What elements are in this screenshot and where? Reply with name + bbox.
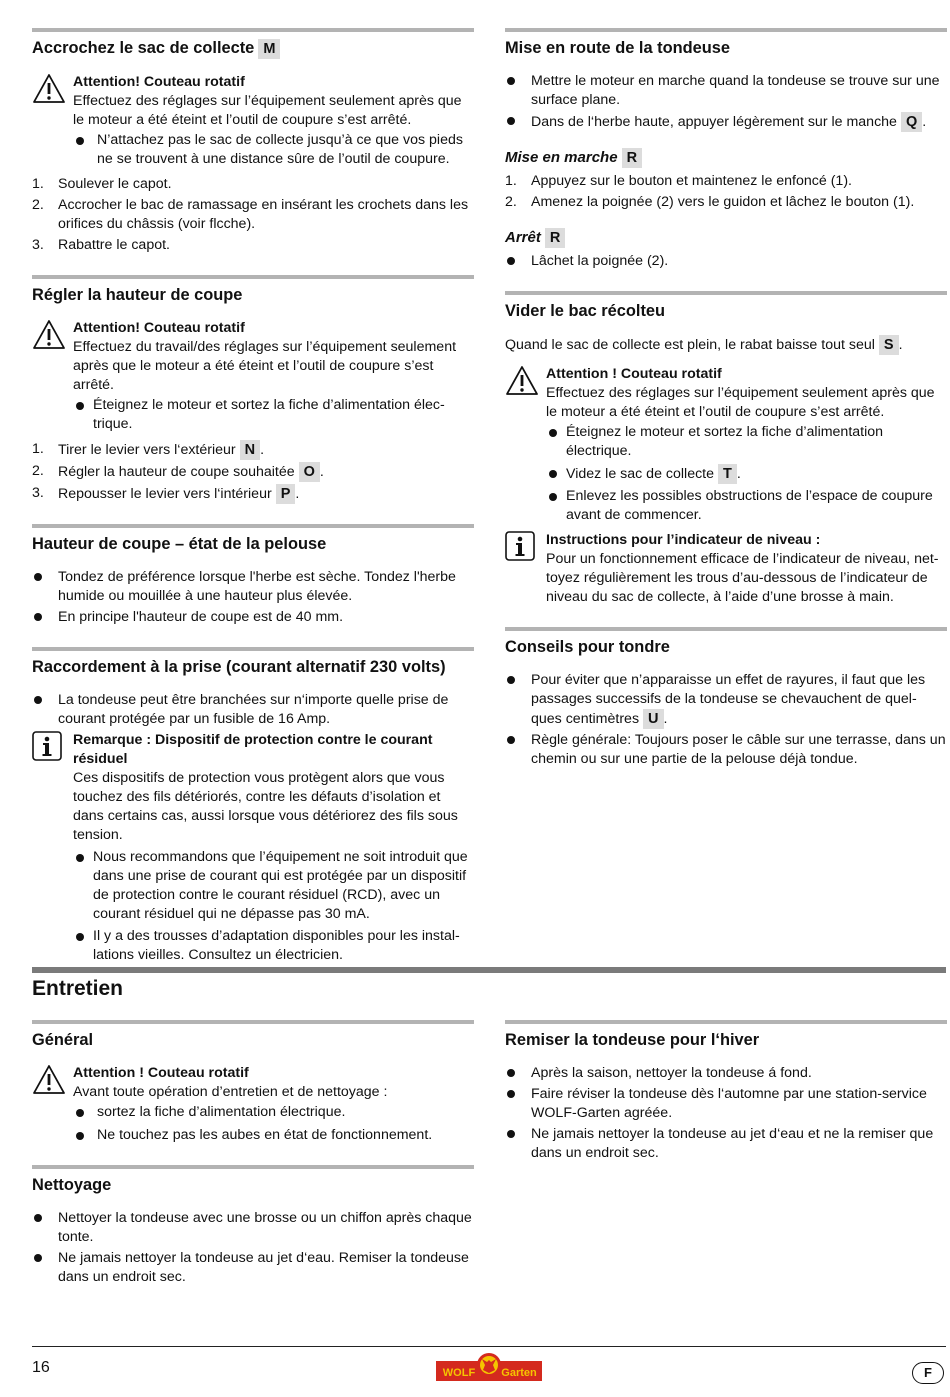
info-box	[505, 531, 947, 607]
section-title: Remiser la tondeuse pour l‘hiver	[505, 1031, 760, 1049]
left-column-top	[32, 28, 474, 985]
bullet-item: Règle générale: Toujours poser le câble sur une terrasse, dans un chemin ou sur une partie de la pelouse déjà tondue.	[505, 731, 947, 769]
section-rule	[32, 275, 474, 279]
wolf-garten-logo	[436, 1352, 542, 1382]
section-regler-hauteur	[32, 275, 474, 504]
section-title: Accrochez le sac de collecte M	[32, 38, 474, 59]
bullet-item: En principe l'hauteur de coupe est de 40 mm.	[32, 608, 474, 627]
section-title: Mise en route de la tondeuse	[505, 39, 730, 57]
bullet-item: Après la saison, nettoyer la tondeuse á fond.	[505, 1064, 947, 1083]
page-number: 16	[32, 1359, 50, 1376]
figure-ref: N	[240, 440, 260, 460]
warning-box	[505, 365, 947, 525]
section-general	[32, 1020, 474, 1145]
figure-ref: P	[276, 484, 296, 504]
section-title: Raccordement à la prise (courant alternatif 230 volts)	[32, 658, 446, 676]
bullet-icon	[507, 77, 515, 85]
warning-title: Attention! Couteau rotatif	[73, 320, 245, 336]
intro-text: Quand le sac de collecte est plein, le rabat baisse tout seul S .	[505, 337, 903, 353]
section-rule	[505, 1020, 947, 1024]
bullet-icon	[76, 1132, 84, 1140]
language-badge: F	[912, 1362, 944, 1384]
step-item: 2. Amenez la poignée (2) vers le guidon et lâchez le bouton (1).	[505, 194, 915, 210]
warning-bullet: Videz le sac de collecte T .	[546, 464, 947, 484]
bullet-item: La tondeuse peut être branchées sur n‘importe quelle prise de courant protégée par un fusible de 16 Amp.	[32, 691, 474, 729]
right-column-bottom	[505, 1020, 947, 1183]
step-item: 2. Accrocher le bac de ramassage en insérant les crochets dans les orifices du châssis (voir flcche).	[32, 197, 469, 232]
figure-ref: O	[299, 462, 320, 482]
bullet-icon	[507, 1130, 515, 1138]
warning-text: Effectuez des réglages sur l’équipement seulement après que le moteur a été éteint et l’outil de coupure s’est arrêté.	[73, 93, 462, 128]
bullet-icon	[507, 117, 515, 125]
bullet-icon	[507, 676, 515, 684]
section-accrochez	[32, 28, 474, 255]
warning-box	[32, 1064, 474, 1145]
subsection-title: Arrêt R	[505, 228, 947, 248]
step-item: 3. Rabattre le capot.	[32, 237, 170, 253]
bullet-icon	[34, 1214, 42, 1222]
section-title: Général	[32, 1031, 94, 1049]
svg-text:WOLF: WOLF	[442, 1367, 476, 1379]
warning-box	[32, 73, 474, 169]
warning-bullet: Enlevez les possibles obstructions de l’espace de coupure avant de commencer.	[546, 487, 947, 525]
bullet-item: Faire réviser la tondeuse dès l‘automne par une station-service WOLF-Garten agréée.	[505, 1085, 947, 1123]
step-item: 1. Tirer le levier vers l‘extérieur N .	[32, 441, 265, 458]
warning-triangle-icon	[32, 1064, 66, 1102]
figure-ref: U	[643, 709, 663, 729]
section-hiver	[505, 1020, 947, 1163]
section-title: Nettoyage	[32, 1176, 112, 1194]
section-rule	[505, 627, 947, 631]
bullet-icon	[507, 736, 515, 744]
warning-bullet: Éteignez le moteur et sortez la fiche d’alimentation électrique.	[546, 423, 947, 461]
warning-triangle-icon	[32, 73, 66, 111]
info-title: Remarque : Dispositif de protection contre le courant résiduel	[73, 732, 433, 767]
chapter-rule	[32, 967, 946, 973]
figure-ref: S	[879, 335, 899, 355]
section-title: Vider le bac récolteu	[505, 302, 666, 320]
warning-bullet: N’attachez pas le sac de collecte jusqu’à ce que vos pieds ne se trouvent à une distance sûre de l’outil de coupure.	[73, 131, 474, 169]
warning-title: Attention! Couteau rotatif	[73, 74, 245, 90]
bullet-item: Mettre le moteur en marche quand la tondeuse se trouve sur une surface plane.	[505, 72, 947, 110]
section-rule	[32, 647, 474, 651]
bullet-icon	[76, 402, 84, 410]
bullet-icon	[76, 854, 84, 862]
bullet-icon	[76, 1109, 84, 1117]
bullet-item: Lâchet la poignée (2).	[505, 252, 947, 271]
warning-bullet: sortez la fiche d’alimentation électrique.	[73, 1103, 474, 1122]
step-item: 3. Repousser le levier vers l‘intérieur P .	[32, 485, 300, 502]
bullet-icon	[34, 696, 42, 704]
bullet-icon	[507, 257, 515, 265]
bullet-icon	[34, 1254, 42, 1262]
info-title: Instructions pour l’indicateur de niveau :	[546, 532, 821, 548]
svg-text:Garten: Garten	[501, 1367, 537, 1379]
warning-bullet: Éteignez le moteur et sortez la fiche d’alimentation élec-trique.	[73, 396, 474, 434]
right-column-top	[505, 28, 947, 789]
warning-box	[32, 319, 474, 434]
warning-text: Effectuez des réglages sur l’équipement seulement après que le moteur a été éteint et l’outil de coupure s’est arrêté.	[546, 385, 935, 420]
bullet-icon	[34, 573, 42, 581]
footer-rule	[32, 1346, 946, 1347]
section-rule	[32, 1165, 474, 1169]
warning-bullet: Ne touchez pas les aubes en état de fonctionnement.	[73, 1126, 474, 1145]
subsection-title: Mise en marche R	[505, 148, 947, 168]
figure-ref: M	[258, 39, 280, 59]
figure-ref: R	[622, 148, 642, 168]
info-icon	[32, 731, 62, 767]
step-item: 1. Appuyez sur le bouton et maintenez le enfoncé (1).	[505, 173, 852, 189]
section-title: Hauteur de coupe – état de la pelouse	[32, 535, 327, 553]
bullet-icon	[76, 137, 84, 145]
warning-triangle-icon	[32, 319, 66, 357]
left-column-bottom	[32, 1020, 474, 1307]
info-text: Pour un fonctionnement efficace de l’indicateur de niveau, net-toyez régulièrement les trous d’au-dessous de l’indicateur de niveau du sac de collecte, à l’aide d’une brosse à main.	[546, 551, 939, 605]
warning-title: Attention ! Couteau rotatif	[73, 1065, 249, 1081]
section-rule	[505, 28, 947, 32]
section-title: Régler la hauteur de coupe	[32, 286, 243, 304]
warning-text: Avant toute opération d’entretien et de nettoyage :	[73, 1084, 388, 1100]
figure-ref: T	[718, 464, 737, 484]
figure-ref: R	[545, 228, 565, 248]
section-rule	[32, 524, 474, 528]
step-item: 1. Soulever le capot.	[32, 176, 172, 192]
bullet-icon	[549, 429, 557, 437]
bullet-icon	[549, 470, 557, 478]
section-nettoyage	[32, 1165, 474, 1287]
bullet-icon	[76, 933, 84, 941]
bullet-item: Ne jamais nettoyer la tondeuse au jet d‘eau et ne la remiser que dans un endroit sec.	[505, 1125, 947, 1163]
bullet-icon	[507, 1069, 515, 1077]
info-bullet: Nous recommandons que l’équipement ne soit introduit que dans une prise de courant qui est protégée par un dispositif de protection contre le courant résiduel (RCD), avec un courant résiduel qui ne dépasse pas 30 mA.	[73, 848, 474, 924]
info-text: Ces dispositifs de protection vous protègent alors que vous touchez des fils détériorés, contre les défauts d’isolation et dans certains cas, aussi lorsque vous détériorez des fils sous tension.	[73, 770, 458, 843]
bullet-item: Ne jamais nettoyer la tondeuse au jet d‘eau. Remiser la tondeuse dans un endroit sec.	[32, 1249, 474, 1287]
warning-triangle-icon	[505, 365, 539, 403]
chapter-title: Entretien	[32, 977, 124, 1000]
info-bullet: Il y a des trousses d’adaptation disponibles pour les instal-lations vieilles. Consultez un électricien.	[73, 927, 474, 965]
bullet-item: Nettoyer la tondeuse avec une brosse ou un chiffon après chaque tonte.	[32, 1209, 474, 1247]
bullet-item: Dans de l‘herbe haute, appuyer légèrement sur le manche Q .	[505, 112, 947, 132]
section-raccordement	[32, 647, 474, 965]
section-rule	[505, 291, 947, 295]
bullet-icon	[549, 493, 557, 501]
bullet-icon	[507, 1090, 515, 1098]
section-conseils	[505, 627, 947, 769]
figure-ref: Q	[901, 112, 922, 132]
section-title: Conseils pour tondre	[505, 638, 670, 656]
bullet-item: Pour éviter que n’apparaisse un effet de rayures, il faut que les passages successifs de la tondeuse se chevauchent de quel-ques centimètres U .	[505, 671, 947, 729]
warning-title: Attention ! Couteau rotatif	[546, 366, 722, 382]
step-item: 2. Régler la hauteur de coupe souhaitée O .	[32, 463, 324, 480]
bullet-item: Tondez de préférence lorsque l'herbe est sèche. Tondez l'herbe humide ou mouillée à une hauteur plus élevée.	[32, 568, 474, 606]
info-box	[32, 731, 474, 965]
section-rule	[32, 1020, 474, 1024]
section-vider	[505, 291, 947, 607]
section-hauteur-pelouse	[32, 524, 474, 627]
info-icon	[505, 531, 535, 567]
section-mise-en-route	[505, 28, 947, 271]
warning-text: Effectuez du travail/des réglages sur l’équipement seulement après que le moteur a été éteint et l’outil de coupure s’est arrêté.	[73, 339, 457, 393]
bullet-icon	[34, 613, 42, 621]
section-rule	[32, 28, 474, 32]
